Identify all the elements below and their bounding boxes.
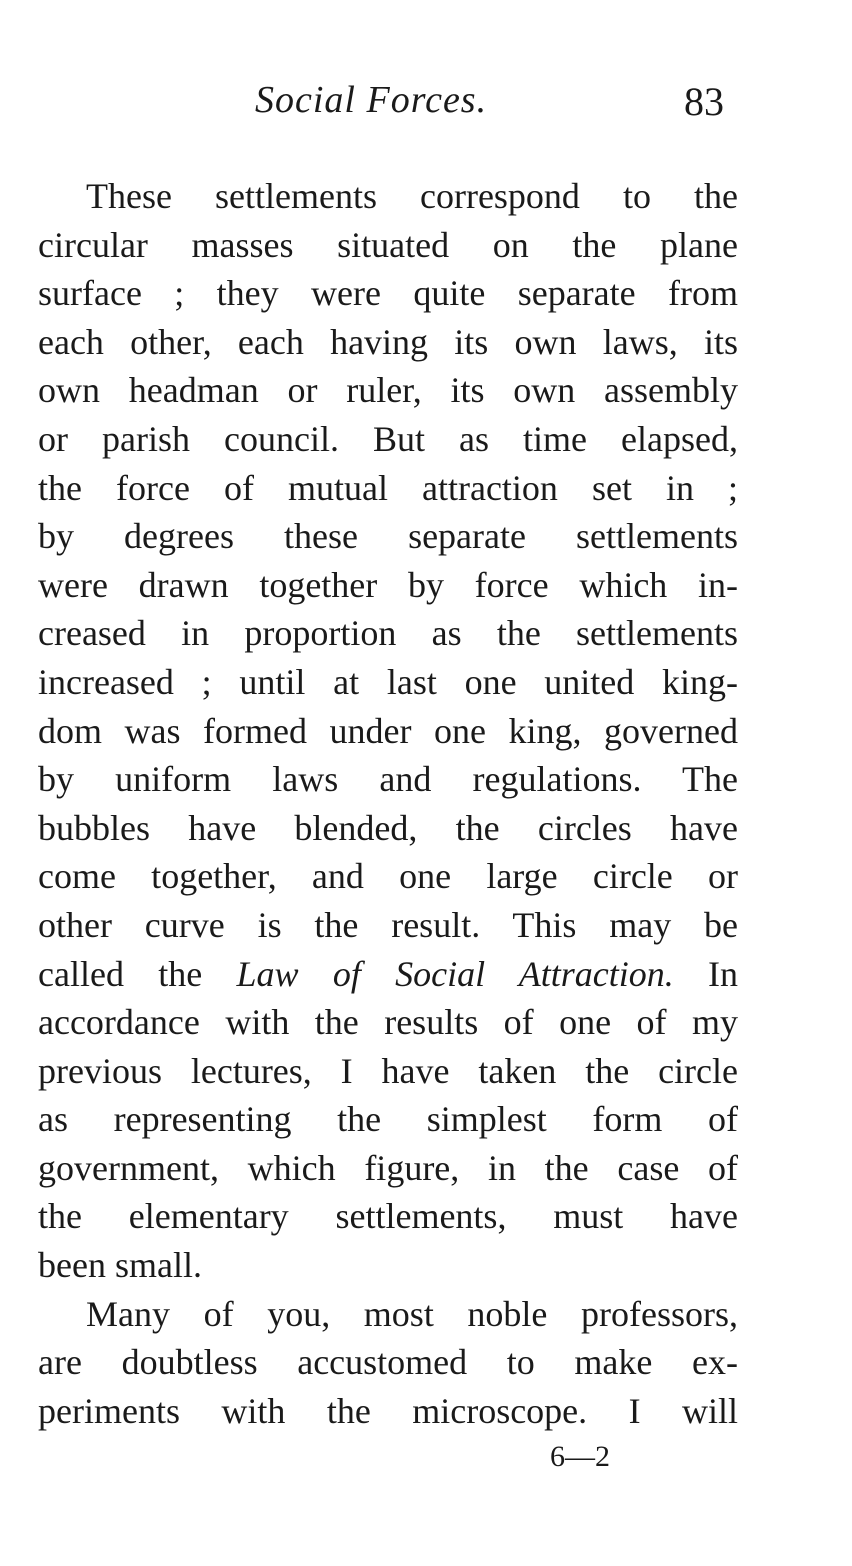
text-line: previous lectures, I have taken the circle xyxy=(38,1050,738,1091)
text-line: or parish council. But as time elapsed, xyxy=(38,418,738,459)
text-line: surface ; they were quite separate from xyxy=(38,273,738,314)
text-line: as representing the simplest form of xyxy=(38,1099,738,1140)
text-line: each other, each having its own laws, its xyxy=(38,321,738,362)
page-number: 83 xyxy=(684,79,724,124)
text-line-with-italic xyxy=(38,950,738,999)
text-line: the elementary settlements, must have xyxy=(38,1196,738,1237)
italic-term: Law of Social Attraction. xyxy=(236,953,674,994)
text-line: accordance with the results of one of my xyxy=(38,1002,738,1043)
text-line: are doubtless accustomed to make ex- xyxy=(38,1342,738,1383)
text-line: dom was formed under one king, governed xyxy=(38,710,738,751)
text-fragment: called the xyxy=(38,953,237,994)
text-line: These settlements correspond to the xyxy=(86,176,738,216)
text-line: government, which figure, in the case of xyxy=(38,1147,738,1188)
text-line: circular masses situated on the plane xyxy=(38,224,738,265)
body-text xyxy=(38,172,738,1435)
text-line: by degrees these separate settlements xyxy=(38,516,738,557)
running-title: Social Forces. xyxy=(255,79,488,121)
text-line: bubbles have blended, the circles have xyxy=(38,807,738,848)
signature-mark: 6—2 xyxy=(550,1440,610,1473)
paragraph-1 xyxy=(38,172,738,1290)
text-line: come together, and one large circle or xyxy=(38,856,738,897)
page-header xyxy=(0,78,852,138)
text-line: the force of mutual attraction set in ; xyxy=(38,467,738,508)
paragraph-2 xyxy=(38,1290,738,1436)
text-line: creased in proportion as the settlements xyxy=(38,613,738,654)
text-line: other curve is the result. This may be xyxy=(38,904,738,945)
text-line: periments with the microscope. I will xyxy=(38,1390,738,1431)
text-line: by uniform laws and regulations. The xyxy=(38,759,738,800)
text-line: own headman or ruler, its own assembly xyxy=(38,370,738,411)
text-line: were drawn together by force which in- xyxy=(38,564,738,605)
text-line: increased ; until at last one united king- xyxy=(38,661,738,702)
text-line: been small. xyxy=(38,1245,202,1286)
text-fragment: In xyxy=(673,953,738,994)
text-line: Many of you, most noble professors, xyxy=(86,1293,738,1334)
